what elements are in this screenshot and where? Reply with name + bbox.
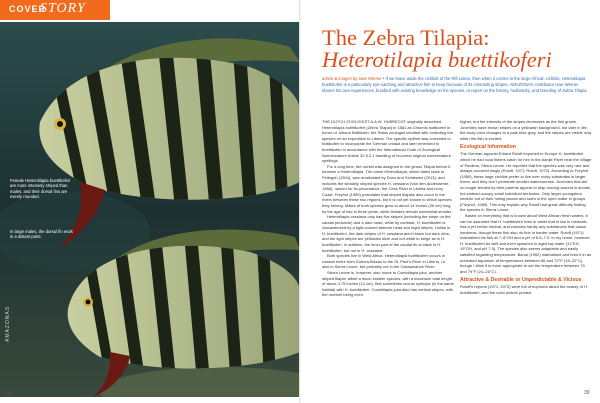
body-column-2 <box>460 119 592 389</box>
kicker-story: STORY <box>40 1 86 16</box>
photo-caption-female: Female Heterotilapia buettikoferi are more intensely striped than males, and their dorsal fins are evenly rounded. <box>10 178 71 200</box>
paragraph: Based on everything that is known about West African fresh waters, it can be assumed that H. buettikoferi lives in water that is low in minerals, has a pH below neutral, and contains hardly any substances that cause hardness, though these fish also do fine in harder water. Roloff (1971) maintained his fish at 7–8°GH and a pH of 6.5–7.0. In my home, however, H. buettikoferi do well and even spawned in aged tap water (11°KH, 19°GH, and pH 7.5). The species also seems adaptable and easily satisfied regarding temperature. Baruš (1992) maintained and bred it in an unheated aquarium at temperatures between 66 and 72°F (19–22°C), though I think it is more appropriate to set the temperature between 75 and 79°F (24–26°C). <box>460 212 592 274</box>
paragraph: higher, but the intensity of the stripes decreases as the fish grows. Juveniles have brown stripes on a yellowish background, but later in life, the body color changes to a pale blue-gray, and the stripes are visible only when the fish is excited. <box>460 119 592 141</box>
section-header-band <box>0 0 110 20</box>
magazine-side-label: AMAZONAS <box>5 305 11 342</box>
article-subtitle-species: Heterotilapia buettikoferi <box>322 47 552 72</box>
paragraph: THE DUTCH ZOOLOGIST A.A.W. HUBRECHT originally described Heterotilapia buettikoferi (Zebra Tilapia) in 1881 as Chromis buttikoferi in honor of Johann Büttikofer, the Swiss zoologist credited with collecting the species on an expedition to Liberia. The specific epithet was corrected to büttikoferi to incorporate the German umlaut and later emended to buettikoferi in accordance with the International Code of Zoological Nomenclature Article 32.5.2.1 handling of incorrect original nomenclature spellings. <box>322 119 453 164</box>
zebra-tilapia-illustration <box>0 22 300 397</box>
paragraph: Roloff's reports (1971; 1972) were full of euphoria about the beauty of H. buettikoferi, and the color picture printed <box>460 284 589 296</box>
page-number-right: 39 <box>584 390 590 396</box>
photo-caption-male: In large males, the dorsal fin ends in a distant point. <box>10 229 73 240</box>
paragraph: Both species live in West Africa. Heterotilapia buettikoferi occurs in coastal rivers from Guinea-Bissau to the St. Paul's River in Liberia, i.e. also in Sierra Leone, but probably not in the Cassamance River. <box>322 253 447 270</box>
body-column-1 <box>322 119 454 389</box>
byline: article & images by Uwe Werner <box>322 76 382 81</box>
section-heading-attractive: Attractive & Desirable or Unpredictable & Vicious <box>460 277 582 284</box>
page-number-left: 38 <box>6 392 12 398</box>
kicker-cover: COVER <box>9 4 47 14</box>
article-deck <box>322 76 592 94</box>
deck-text: • If we leave aside the cichlids of the Rift Lakes, then when it comes to the large African cichlids, Heterotilapia buettikoferi is a particularly eye-catching and attractive fish to keep because of its contrasting stripes. AMAZONAS contributor Uwe Werner shares his own experiences, bundled with existing knowledge on the species, to report on the history, husbandry, and breeding of Zebra Tilapia. <box>322 76 588 93</box>
article-title: The Zebra Tilapia: <box>322 25 490 50</box>
paragraph: For a long time, the cichlid was assigned to the genus Tilapia before it became a Heterotilapia. The name Heterotilapia, which dates back to Pellegrin (1904), was revalidated by Dunz and Schliewen (2013), and includes the similarly striped species H. cessiana (Van den Audenaerde, 1968), named for its provenance, the Cess River in Liberia and Ivory Coast. Freyhof (1989) postulates that striped tilapias also occur in the rivers between these two regions, but it is not yet known to which species they belong. Males of both species grow to about 14 inches (35 cm) long by the age of two to three years, while females remain somewhat smaller. <box>322 163 453 214</box>
section-heading-ecology: Ecological Information <box>460 144 516 151</box>
paragraph: Heterotilapia cessiana only has five stripes (including the stripe on the caudal peduncle) and a dark head, while by contrast, H. buettikoferi is characterized by a light-colored anterior head and eight stripes. Unlike in H. buettikoferi, the dark stripes of H. cessiana aren't black but dark olive, and the light stripes are yellowish olive and not white to beige as in H. buettikoferi. In addition, the inner part of the caudal fin is black in H. buettikoferi, but not in H. cessiana. <box>322 214 451 253</box>
fish-photo <box>0 22 300 397</box>
gutter <box>299 0 301 403</box>
paragraph: Sierra Leone is, however, also home to Coelotilapia joka, another striped tilapia, albeit a much smaller species, with a maximum total length of about 4.75 inches (12 cm), that sometimes occurs syntopic (in the same habitat) with H. buettikoferi. Coelotilapia joka also has vertical stripes, with the number being even <box>322 270 454 298</box>
paragraph: The German aquarist Erhard Roloff imported to Europe H. buettikoferi which he had local fishers catch for him in the Aanjie River near the village of Paolima, Sierra Leone. He reported that the species was very rare and always occurred singly (Roloff, 1971; Roloff, 1972). According to Freyhof (1989), these large cichlids prefer to live over rocky substrates in larger rivers, and they don't penetrate smaller watercourses. Juveniles that are no longer tended by their parents appear to stop moving around in shoals, but instead occupy small individual territories. Only larger youngsters venture out of their hiding places and swim in the open water in groups (Freyhof, 1989). This may explain why Roloff had great difficulty finding the species in Sierra Leone. <box>460 151 592 213</box>
